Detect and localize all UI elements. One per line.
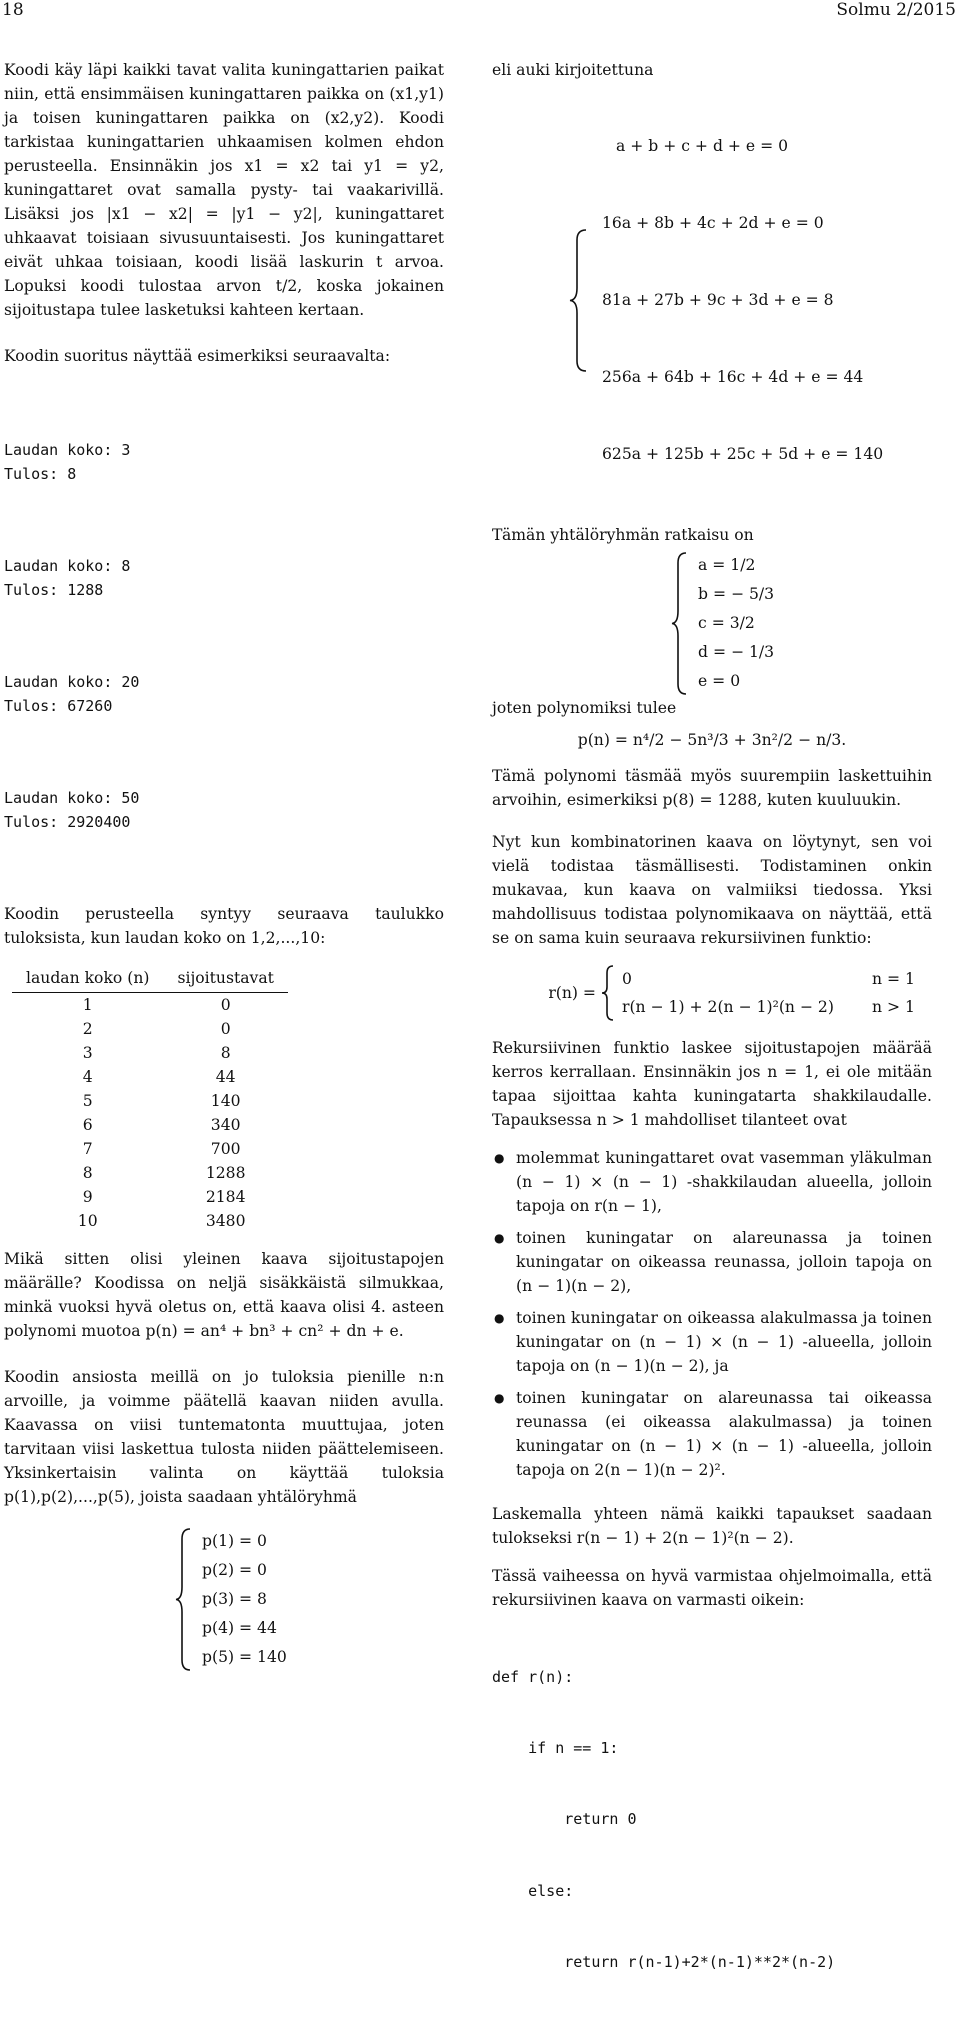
paragraph: joten polynomiksi tulee xyxy=(492,699,677,717)
code-line: else: xyxy=(492,1881,574,1900)
table-row xyxy=(12,1113,288,1137)
cell: 44 xyxy=(215,1068,236,1086)
output-line: Laudan koko: 3 xyxy=(4,441,131,459)
solution-line: e = 0 xyxy=(698,672,741,690)
cell: 2184 xyxy=(205,1188,246,1206)
cell: 6 xyxy=(82,1116,93,1134)
table-row xyxy=(12,1017,288,1041)
left-column xyxy=(4,58,444,1672)
code-block xyxy=(492,1618,932,2023)
equation-system-abcde xyxy=(568,84,932,517)
output-line: Tulos: 2920400 xyxy=(4,813,131,831)
solution-line: d = − 1/3 xyxy=(698,643,775,661)
cell: 4 xyxy=(82,1068,93,1086)
solution-line: a = 1/2 xyxy=(698,556,756,574)
paragraph: Tämän yhtälöryhmän ratkaisu on xyxy=(492,526,754,544)
output-line: Tulos: 67260 xyxy=(4,697,113,715)
paragraph: Rekursiivinen funktio laskee sijoitustapojen määrää kerros kerrallaan. Ensinnäkin jos n = 1, ei ole mitään tapaa sijoittaa kahta kuningatarta shakkilaudalle. Tapauksessa n > 1 mahdolliset tilanteet ovat xyxy=(492,1039,932,1129)
cell: 0 xyxy=(220,996,231,1014)
solution-line: b = − 5/3 xyxy=(698,585,775,603)
page-header xyxy=(0,0,960,24)
table-row xyxy=(12,1209,288,1233)
code-line: return 0 xyxy=(492,1810,637,1829)
equation-line: p(5) = 140 xyxy=(202,1648,287,1666)
cell: 7 xyxy=(82,1140,93,1158)
table-row xyxy=(12,1089,288,1113)
output-line: Tulos: 8 xyxy=(4,465,77,483)
left-brace xyxy=(670,551,690,696)
paragraph: Koodin ansiosta meillä on jo tuloksia pienille n:n arvoille, ja voimme päätellä kaavan niiden avulla. Kaavassa on viisi tuntematonta muuttujaa, joten tarvitaan viisi laskettua tulosta niiden päättelemiseen. Yksinkertaisin valinta on käyttää tuloksia p(1),p(2),...,p(5), joista saadaan yhtälöryhmä xyxy=(4,1368,444,1506)
cell: 700 xyxy=(210,1140,241,1158)
cell: 2 xyxy=(82,1020,93,1038)
table-row xyxy=(12,1041,288,1065)
issue-label: Solmu 2/2015 xyxy=(836,0,956,20)
paragraph: Mikä sitten olisi yleinen kaava sijoitustapojen määrälle? Koodissa on neljä sisäkkäistä silmukkaa, minkä vuoksi hyvä oletus on, että kaava olisi 4. asteen polynomi muotoa p(n) = an⁴ + bn³ + cn² + dn + e. xyxy=(4,1250,444,1340)
cell: 0 xyxy=(220,1020,231,1038)
cell: 140 xyxy=(210,1092,241,1110)
table-row xyxy=(12,1137,288,1161)
paragraph: Nyt kun kombinatorinen kaava on löytynyt, sen voi vielä todistaa täsmällisesti. Todistaminen onkin mukavaa, kun kaava on valmiiksi tiedossa. Yksi mahdollisuus todistaa polynomikaava on näyttää, että se on sama kuin seuraava rekursiivinen funktio: xyxy=(492,833,932,947)
equation-line: 625a + 125b + 25c + 5d + e = 140 xyxy=(602,445,884,463)
code-line: if n == 1: xyxy=(492,1738,619,1757)
table-row xyxy=(12,1185,288,1209)
table-row xyxy=(12,993,288,1018)
left-brace xyxy=(568,84,590,517)
right-column xyxy=(492,58,932,2023)
table-header: laudan koko (n) xyxy=(12,964,163,993)
equation-line: 256a + 64b + 16c + 4d + e = 44 xyxy=(602,368,864,386)
results-table xyxy=(12,964,288,1233)
cell: 10 xyxy=(77,1212,98,1230)
program-output xyxy=(4,390,444,902)
cell: 1 xyxy=(82,996,93,1014)
list-item: ● toinen kuningatar on alareunassa ja toinen kuningatar on oikeassa reunassa, jolloin tapoja on (n − 1)(n − 2), xyxy=(516,1226,932,1298)
table-row xyxy=(12,1065,288,1089)
cell: 3480 xyxy=(205,1212,246,1230)
solution-system xyxy=(670,551,932,696)
equation-line: p(1) = 0 xyxy=(202,1532,267,1550)
code-line: def r(n): xyxy=(492,1667,574,1686)
cell: 5 xyxy=(82,1092,93,1110)
case-value: 0 xyxy=(622,970,632,988)
equation-line: p(4) = 44 xyxy=(202,1619,277,1637)
recursive-definition xyxy=(492,964,932,1022)
paragraph: Koodi käy läpi kaikki tavat valita kuningattarien paikat niin, että ensimmäisen kuningattaren paikka on (x1,y1) ja toisen kuningattaren paikka on (x2,y2). Koodi tarkistaa kuningattarien uhkaamisen kolmen ehdon perusteella. Ensinnäkin jos x1 = x2 tai y1 = y2, kuningattaret ovat samalla pysty- tai vaakarivillä. Lisäksi jos |x1 − x2| = |y1 − y2|, kuningattaret uhkaavat toisiaan sivusuuntaisesti. Jos kuningattaret eivät uhkaa toisiaan, koodi lisää laskurin t arvoa. Lopuksi koodi tulostaa arvon t/2, koska jokainen sijoitustapa tulee lasketuksi kahteen kertaan. xyxy=(4,61,444,319)
cell: 340 xyxy=(210,1116,241,1134)
table-header: sijoitustavat xyxy=(163,964,287,993)
paragraph: eli auki kirjoitettuna xyxy=(492,61,654,79)
equation-line: 81a + 27b + 9c + 3d + e = 8 xyxy=(602,291,834,309)
cell: 3 xyxy=(82,1044,93,1062)
paragraph: Laskemalla yhteen nämä kaikki tapaukset saadaan tulokseksi r(n − 1) + 2(n − 1)²(n − 2). xyxy=(492,1505,932,1547)
paragraph: Koodin suoritus näyttää esimerkiksi seuraavalta: xyxy=(4,347,391,365)
list-item: ● molemmat kuningattaret ovat vasemman yläkulman (n − 1) × (n − 1) -shakkilaudan alueella, jolloin tapoja on r(n − 1), xyxy=(516,1146,932,1218)
cell: 1288 xyxy=(205,1164,246,1182)
equation-line: a + b + c + d + e = 0 xyxy=(616,137,789,155)
solution-line: c = 3/2 xyxy=(698,614,755,632)
output-line: Laudan koko: 50 xyxy=(4,789,140,807)
case-condition: n = 1 xyxy=(872,970,915,988)
paragraph: Tämä polynomi täsmää myös suurempiin laskettuihin arvoihin, esimerkiksi p(8) = 1288, kuten kuuluukin. xyxy=(492,767,932,809)
page-number: 18 xyxy=(2,0,24,20)
equation-line: p(3) = 8 xyxy=(202,1590,267,1608)
equation-line: 16a + 8b + 4c + 2d + e = 0 xyxy=(602,214,824,232)
cell: 9 xyxy=(82,1188,93,1206)
paragraph: Tässä vaiheessa on hyvä varmistaa ohjelmoimalla, että rekursiivinen kaava on varmasti oikein: xyxy=(492,1567,932,1609)
equation-system-p xyxy=(174,1527,444,1672)
case-value: r(n − 1) + 2(n − 1)²(n − 2) xyxy=(622,998,834,1016)
recursion-lhs: r(n) = xyxy=(548,984,596,1002)
code-line: return r(n-1)+2*(n-1)**2*(n-2) xyxy=(492,1953,836,1972)
output-line: Laudan koko: 8 xyxy=(4,557,131,575)
left-brace xyxy=(600,964,616,1022)
list-item: ● toinen kuningatar on oikeassa alakulmassa ja toinen kuningatar on (n − 1) × (n − 1) -alueella, jolloin tapoja on (n − 1)(n − 2), ja xyxy=(516,1306,932,1378)
table-row xyxy=(12,1161,288,1185)
polynomial-formula: p(n) = n⁴/2 − 5n³/3 + 3n²/2 − n/3. xyxy=(577,731,847,749)
left-brace xyxy=(174,1527,194,1672)
cell: 8 xyxy=(82,1164,93,1182)
equation-line: p(2) = 0 xyxy=(202,1561,267,1579)
list-item: ● toinen kuningatar on alareunassa tai oikeassa reunassa (ei oikeassa alakulmassa) ja toinen kuningatar on (n − 1) × (n − 1) -alueella, jolloin tapoja on 2(n − 1)(n − 2)². xyxy=(516,1386,932,1482)
case-condition: n > 1 xyxy=(872,998,915,1016)
paragraph: Koodin perusteella syntyy seuraava taulukko tuloksista, kun laudan koko on 1,2,...,10: xyxy=(4,905,444,947)
output-line: Laudan koko: 20 xyxy=(4,673,140,691)
output-line: Tulos: 1288 xyxy=(4,581,104,599)
cell: 8 xyxy=(220,1044,231,1062)
